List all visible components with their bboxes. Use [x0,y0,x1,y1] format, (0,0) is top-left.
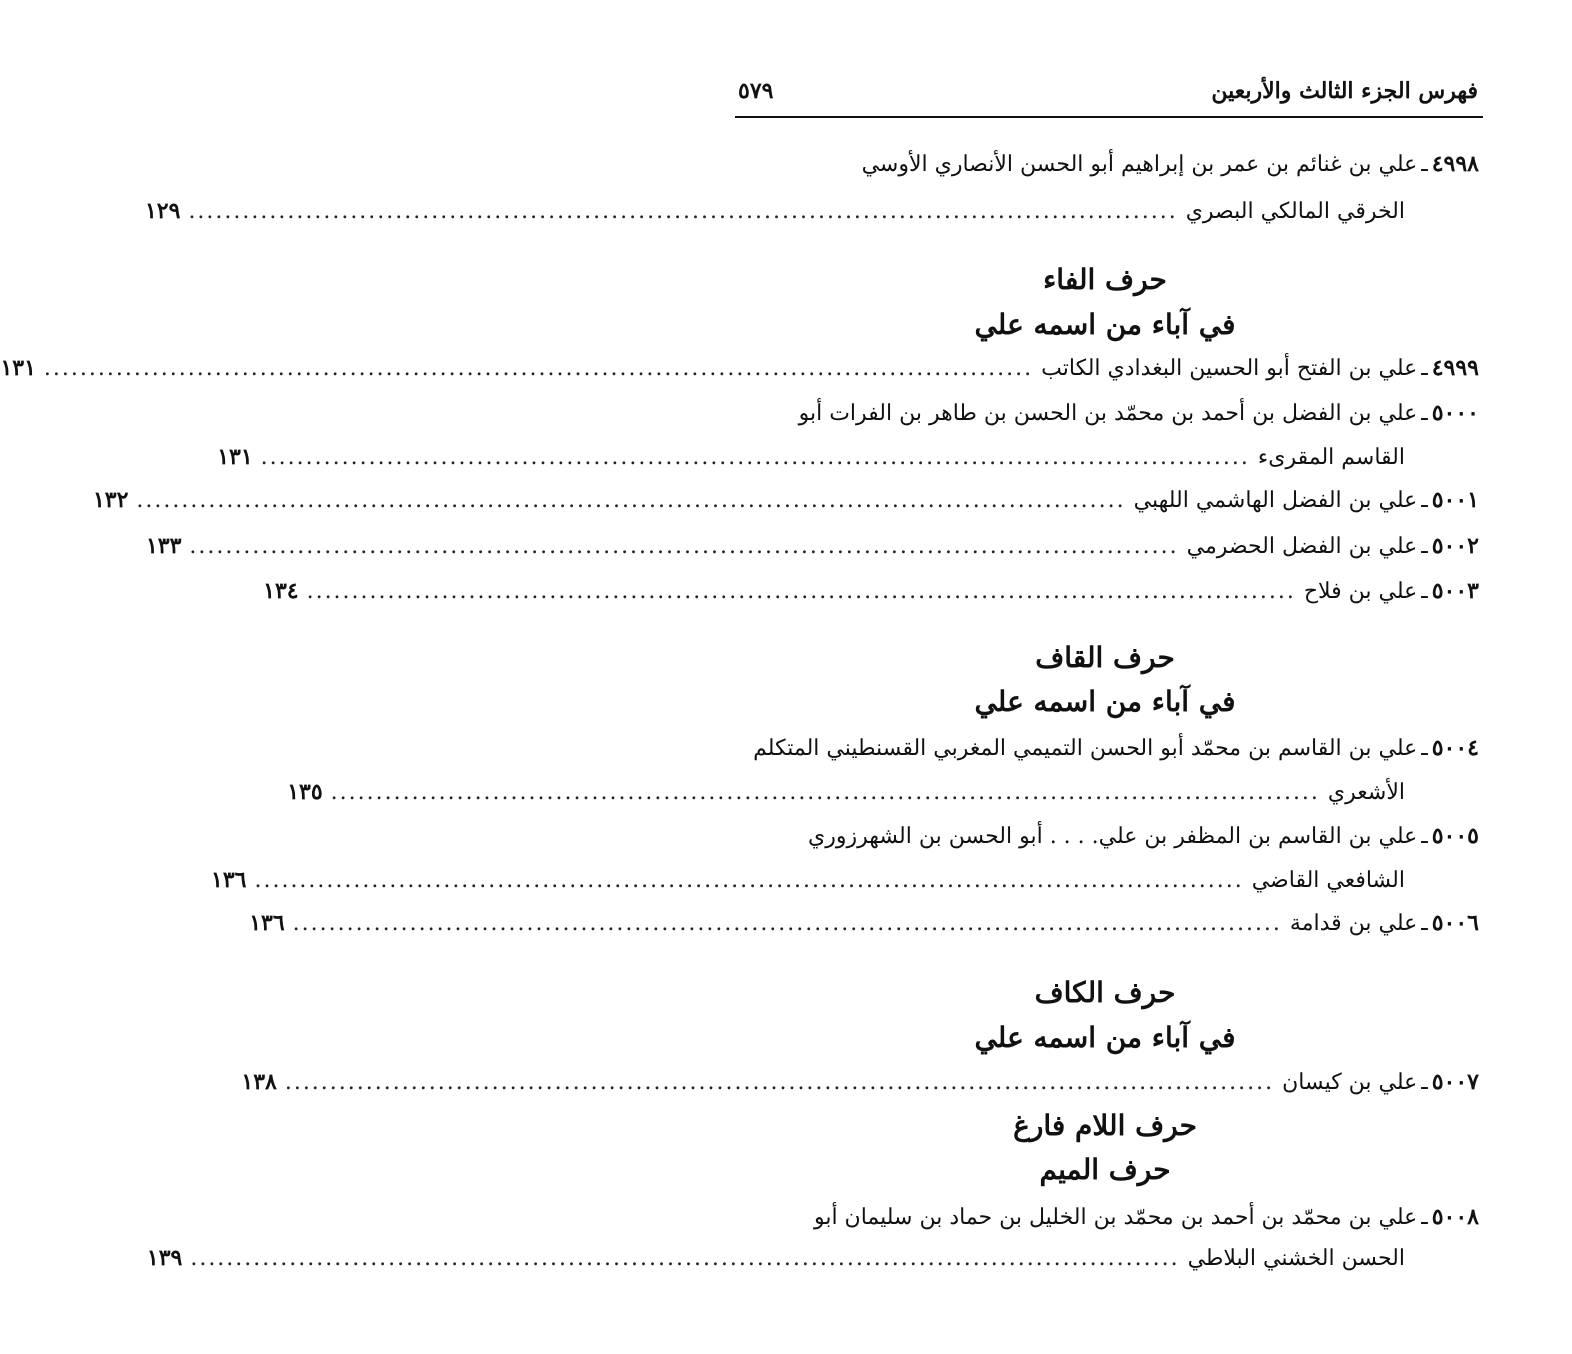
entry-name-continuation: الحسن الخشني البلاطي [1187,1246,1405,1271]
dot-leader: .............................................................................................................. [260,445,1250,470]
section-subheading-qaf: في آباء من اسمه علي [974,685,1236,718]
entry-number: ٥٠٠٨ [1431,1204,1479,1230]
page-ref: ١٣٦ [249,910,285,936]
dot-leader: .............................................................................................................. [284,1070,1275,1095]
page-ref: ١٢٩ [144,198,181,224]
dot-leader: .............................................................................................................. [43,356,1034,381]
entry-name: علي بن محمّد بن أحمد بن محمّد بن الخليل بن حماد بن سليمان أبو [813,1205,1418,1230]
section-heading-fa: حرف الفاء [1043,263,1167,296]
entry-name: علي بن غنائم بن عمر بن إبراهيم أبو الحسن الأنصاري الأوسي [861,152,1418,177]
dot-leader: .............................................................................................................. [306,579,1296,604]
dot-leader: .............................................................................................................. [189,534,1179,559]
section-subheading-kaf: في آباء من اسمه علي [974,1021,1236,1054]
dot-leader: .............................................................................................................. [254,868,1244,893]
entry-5001: ٥٠٠١ ـ علي بن الفضل الهاشمي اللهبي .............................................................................................................. ١٣٢ [738,480,1479,520]
page-ref: ١٣٩ [146,1245,183,1271]
entry-name-continuation: الأشعري [1327,780,1405,805]
entry-5005-line2 [211,860,1479,900]
entry-5004-line1: ٥٠٠٤ ـ علي بن القاسم بن محمّد أبو الحسن التميمي المغربي القسنطيني المتكلم [738,728,1479,768]
entry-name: علي بن الفضل بن أحمد بن محمّد بن الحسن بن طاهر بن الفرات أبو [798,401,1418,426]
entry-number: ٥٠٠٧ [1431,1069,1479,1095]
entry-number: ٥٠٠٦ [1431,910,1479,936]
entry-number: ٥٠٠٢ [1431,533,1479,559]
entry-name: علي بن الفضل الحضرمي [1186,534,1418,559]
section-heading-lam: حرف اللام فارغ [1013,1109,1197,1142]
page-ref: ١٣٢ [92,487,129,513]
entry-name: علي بن الفضل الهاشمي اللهبي [1133,488,1418,513]
header-rule [735,116,1483,118]
entry-4998-line2 [144,191,1479,231]
dot-leader: .............................................................................................................. [188,199,1178,224]
entry-5005-line1: ٥٠٠٥ ـ علي بن القاسم بن المظفر بن علي. . . . أبو الحسن بن الشهرزوري [738,816,1479,856]
entry-name-continuation: الشافعي القاضي [1251,868,1405,893]
dot-leader: .............................................................................................................. [136,488,1126,513]
entry-name: علي بن الفتح أبو الحسين البغدادي الكاتب [1041,356,1418,381]
running-title: فهرس الجزء الثالث والأربعين [1211,78,1478,104]
entry-5007: ٥٠٠٧ ـ علي بن كيسان .............................................................................................................. ١٣٨ [738,1062,1479,1102]
dot-leader: .............................................................................................................. [292,911,1282,936]
entry-number: ٤٩٩٩ [1431,355,1479,381]
section-heading-mim: حرف الميم [1039,1153,1171,1186]
entry-number: ٥٠٠١ [1431,487,1479,513]
entry-name: علي بن كيسان [1282,1070,1418,1095]
entry-4999: ٤٩٩٩ ـ علي بن الفتح أبو الحسين البغدادي الكاتب .............................................................................................................. ١٣١ [738,348,1479,388]
entry-number: ٥٠٠٣ [1431,578,1479,604]
page-ref: ١٣١ [0,355,36,381]
entry-name-continuation: الخرقي المالكي البصري [1185,199,1405,224]
section-heading-qaf: حرف القاف [1035,641,1175,674]
dot-leader: .............................................................................................................. [330,780,1320,805]
entry-4998-line1: ٤٩٩٨ ـ علي بن غنائم بن عمر بن إبراهيم أبو الحسن الأنصاري الأوسي [738,144,1479,184]
entry-number: ٥٠٠٤ [1431,735,1479,761]
entry-5003: ٥٠٠٣ ـ علي بن فلاح .............................................................................................................. ١٣٤ [738,571,1479,611]
page-ref: ١٣٥ [287,779,323,805]
page-ref: ١٣٨ [241,1069,277,1095]
section-heading-kaf: حرف الكاف [1034,976,1176,1009]
dot-leader: .............................................................................................................. [190,1246,1180,1271]
entry-5008-line2 [146,1238,1479,1278]
page-ref: ١٣١ [217,444,253,470]
section-subheading-fa: في آباء من اسمه علي [974,308,1236,341]
page-number: ٥٧٩ [738,78,774,104]
entry-name-continuation: القاسم المقرىء [1257,445,1405,470]
entry-5000-line1: ٥٠٠٠ ـ علي بن الفضل بن أحمد بن محمّد بن الحسن بن طاهر بن الفرات أبو [738,393,1479,433]
entry-5008-line1: ٥٠٠٨ ـ علي بن محمّد بن أحمد بن محمّد بن الخليل بن حماد بن سليمان أبو [738,1197,1479,1237]
entry-name: علي بن القاسم بن محمّد أبو الحسن التميمي المغربي القسنطيني المتكلم [753,736,1418,761]
page-ref: ١٣٦ [211,867,247,893]
entry-name: علي بن القاسم بن المظفر بن علي. . . . أبو الحسن بن الشهرزوري [808,824,1418,849]
page-ref: ١٣٤ [263,578,299,604]
entry-5000-line2 [217,437,1479,477]
entry-name: علي بن فلاح [1303,579,1418,604]
entry-name: علي بن قدامة [1289,911,1418,936]
entry-5006: ٥٠٠٦ ـ علي بن قدامة .............................................................................................................. ١٣٦ [738,903,1479,943]
page-ref: ١٣٣ [145,533,182,559]
entry-number: ٤٩٩٨ [1431,151,1479,177]
entry-number: ٥٠٠٥ [1431,823,1479,849]
entry-number: ٥٠٠٠ [1431,400,1479,426]
entry-5004-line2 [287,772,1479,812]
entry-5002: ٥٠٠٢ ـ علي بن الفضل الحضرمي .............................................................................................................. ١٣٣ [738,526,1479,566]
